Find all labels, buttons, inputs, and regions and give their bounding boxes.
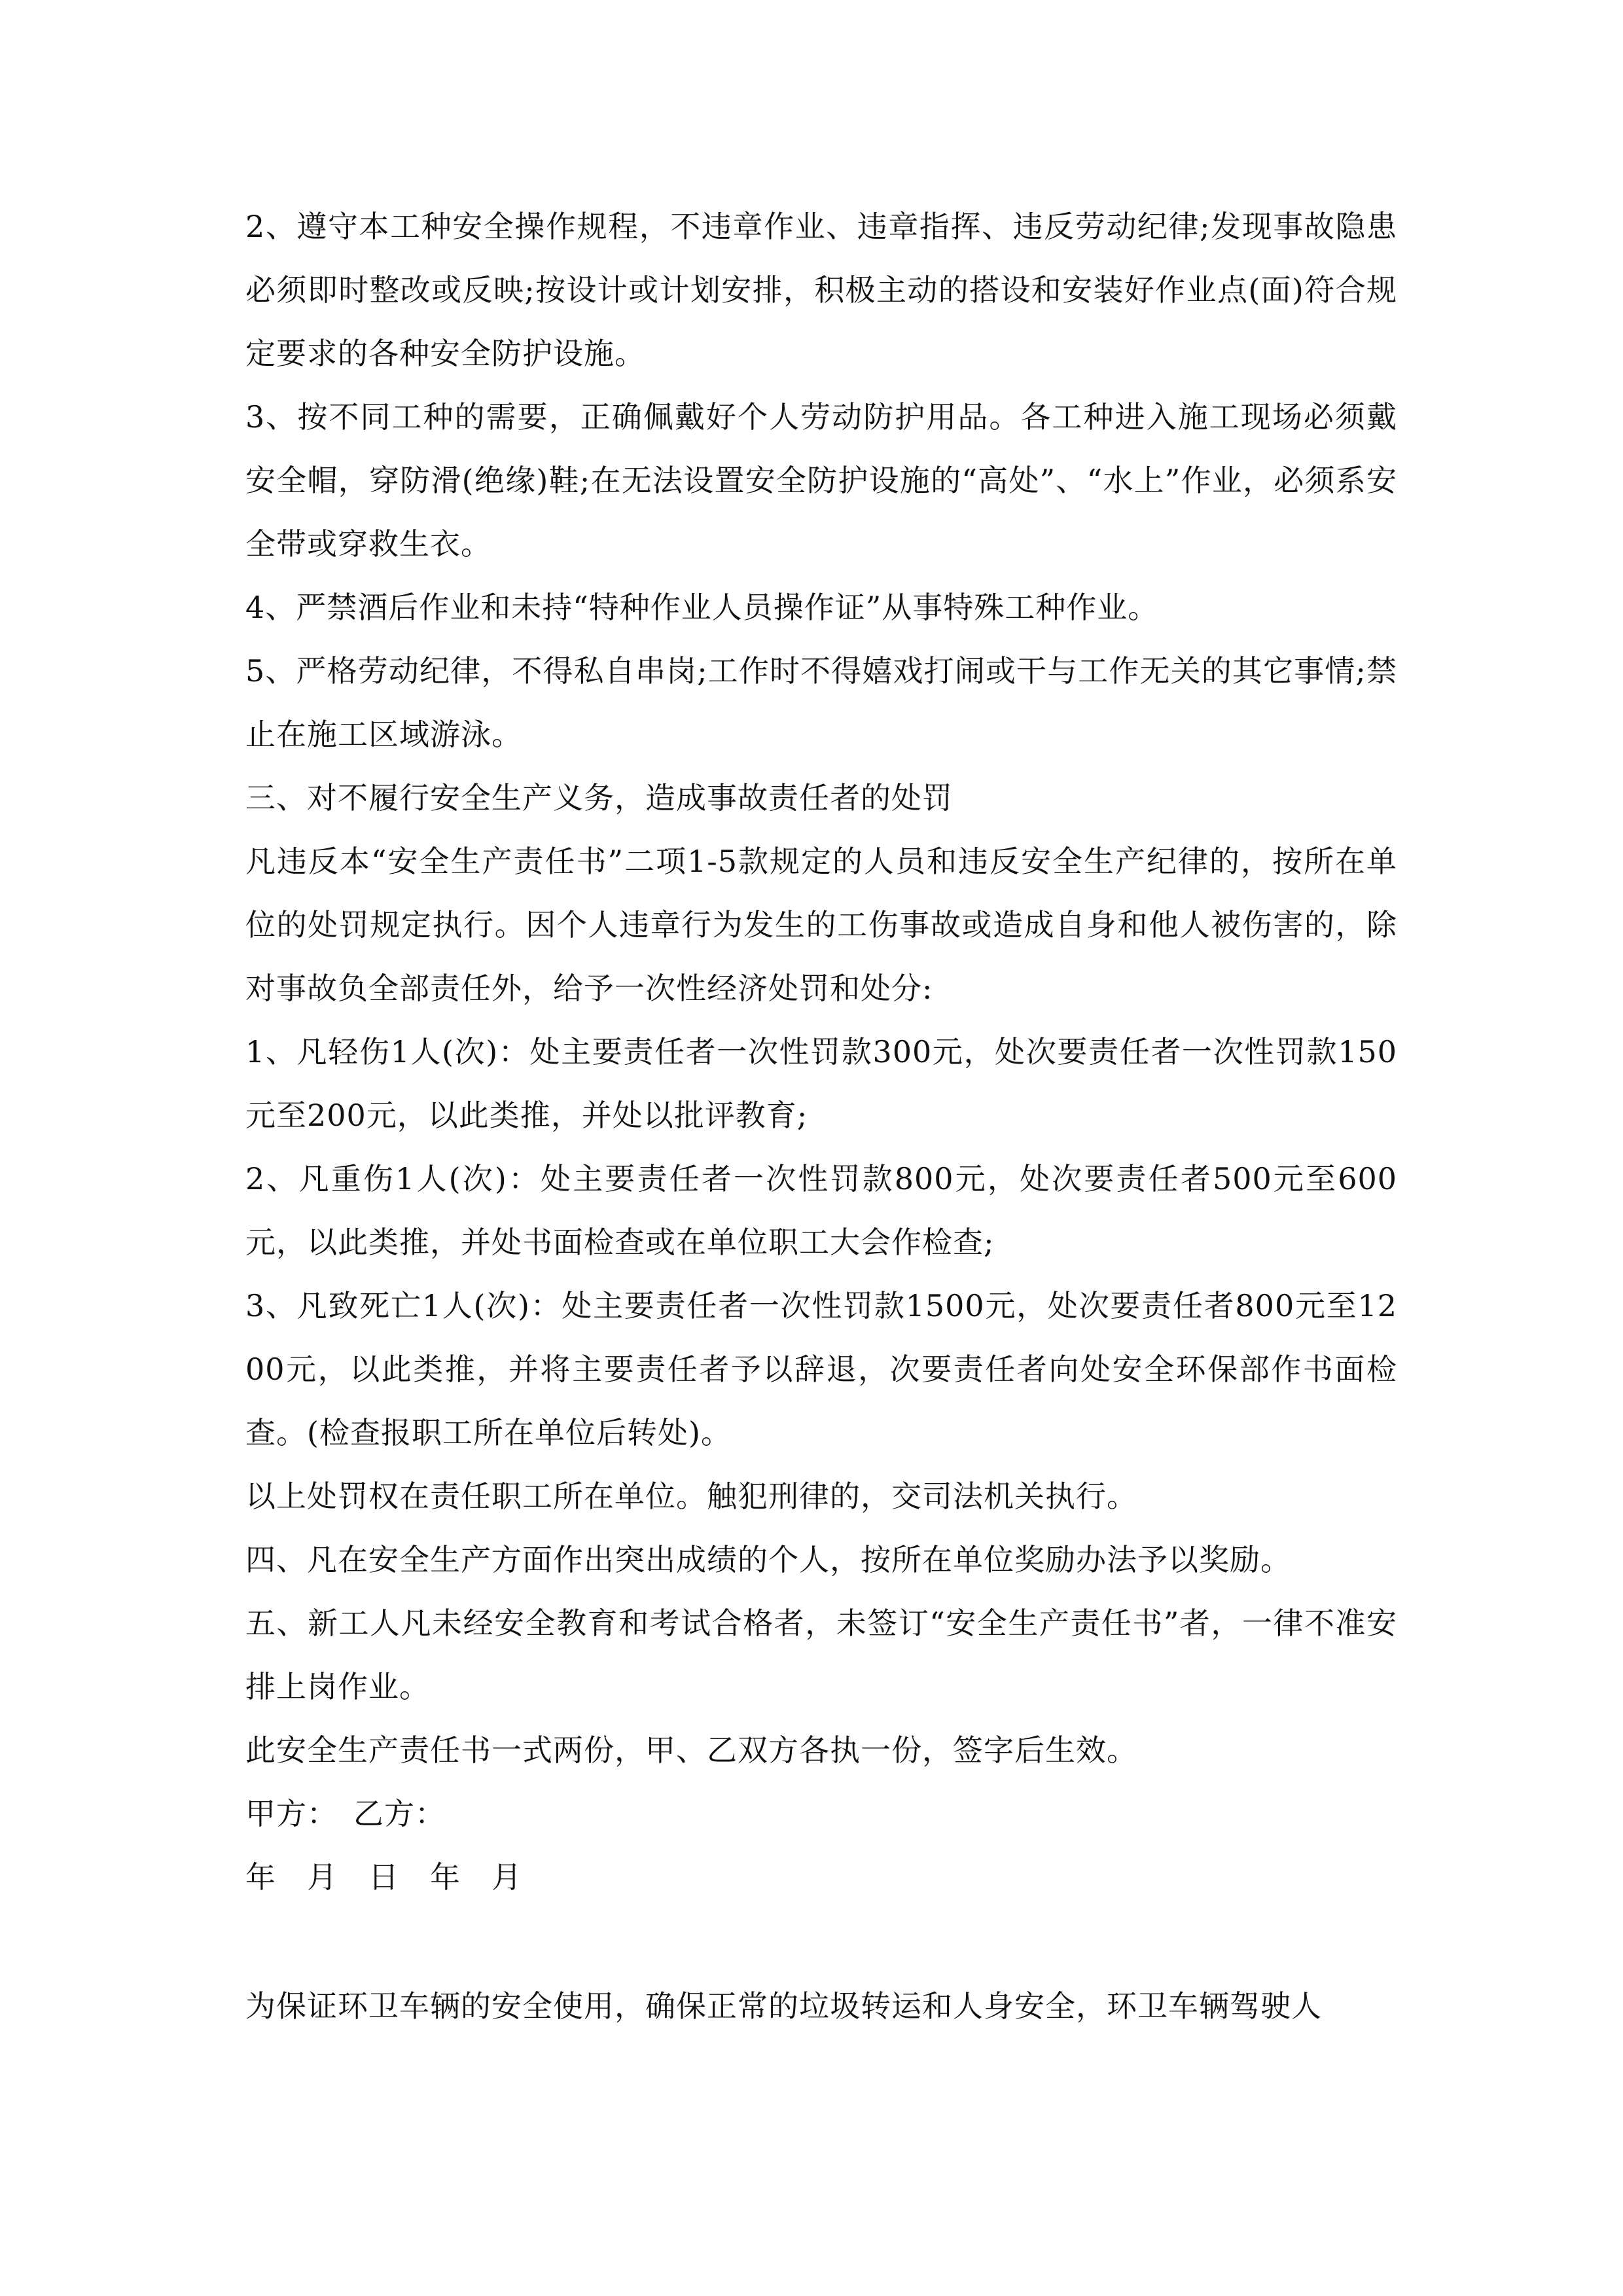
penalty-authority-paragraph: 以上处罚权在责任职工所在单位。触犯刑律的，交司法机关执行。 <box>245 1479 1137 1514</box>
clause-3-paragraph: 3、按不同工种的需要，正确佩戴好个人劳动防护用品。各工种进入施工现场必须戴安全帽，穿防滑(绝缘)鞋;在无法设置安全防护设施的“高处”、“水上”作业，必须系安全带或穿救生衣。 <box>245 399 1397 562</box>
penalty-minor-injury-paragraph: 1、凡轻伤1人(次)：处主要责任者一次性罚款300元，处次要责任者一次性罚款150元至200元，以此类推，并处以批评教育; <box>245 1034 1397 1133</box>
clause-2-paragraph: 2、遵守本工种安全操作规程，不违章作业、违章指挥、违反劳动纪律;发现事故隐患必须即时整改或反映;按设计或计划安排，积极主动的搭设和安装好作业点(面)符合规定要求的各种安全防护设施。 <box>245 209 1397 371</box>
signature-parties-line: 甲方： 乙方： <box>245 1796 446 1831</box>
paragraph-gap <box>245 1909 1397 1975</box>
penalty-death-paragraph: 3、凡致死亡1人(次)：处主要责任者一次性罚款1500元，处次要责任者800元至1200元，以此类推，并将主要责任者予以辞退，次要责任者向处安全环保部作书面检查。(检查报职工所在单位后转处)。 <box>245 1288 1397 1450</box>
section-3-heading: 三、对不履行安全生产义务，造成事故责任者的处罚 <box>245 780 953 816</box>
document-body <box>245 195 1397 2038</box>
penalty-intro-paragraph: 凡违反本“安全生产责任书”二项1-5款规定的人员和违反安全生产纪律的，按所在单位的处罚规定执行。因个人违章行为发生的工伤事故或造成自身和他人被伤害的，除对事故负全部责任外，给予一次性经济处罚和处分: <box>245 844 1397 1006</box>
closing-paragraph: 为保证环卫车辆的安全使用，确保正常的垃圾转运和人身安全，环卫车辆驾驶人 <box>245 1988 1322 2024</box>
clause-4-paragraph: 4、严禁酒后作业和未持“特种作业人员操作证”从事特殊工种作业。 <box>245 590 1159 625</box>
penalty-serious-injury-paragraph: 2、凡重伤1人(次)：处主要责任者一次性罚款800元，处次要责任者500元至600元，以此类推，并处书面检查或在单位职工大会作检查; <box>245 1161 1397 1260</box>
section-5-paragraph: 五、新工人凡未经安全教育和考试合格者，未签订“安全生产责任书”者，一律不准安排上岗作业。 <box>245 1605 1397 1704</box>
effectiveness-paragraph: 此安全生产责任书一式两份，甲、乙双方各执一份，签字后生效。 <box>245 1732 1137 1768</box>
clause-5-paragraph: 5、严格劳动纪律，不得私自串岗;工作时不得嬉戏打闹或干与工作无关的其它事情;禁止在施工区域游泳。 <box>245 653 1397 752</box>
section-4-paragraph: 四、凡在安全生产方面作出突出成绩的个人，按所在单位奖励办法予以奖励。 <box>245 1542 1291 1577</box>
signature-date-line: 年 月 日 年 月 <box>245 1859 522 1895</box>
